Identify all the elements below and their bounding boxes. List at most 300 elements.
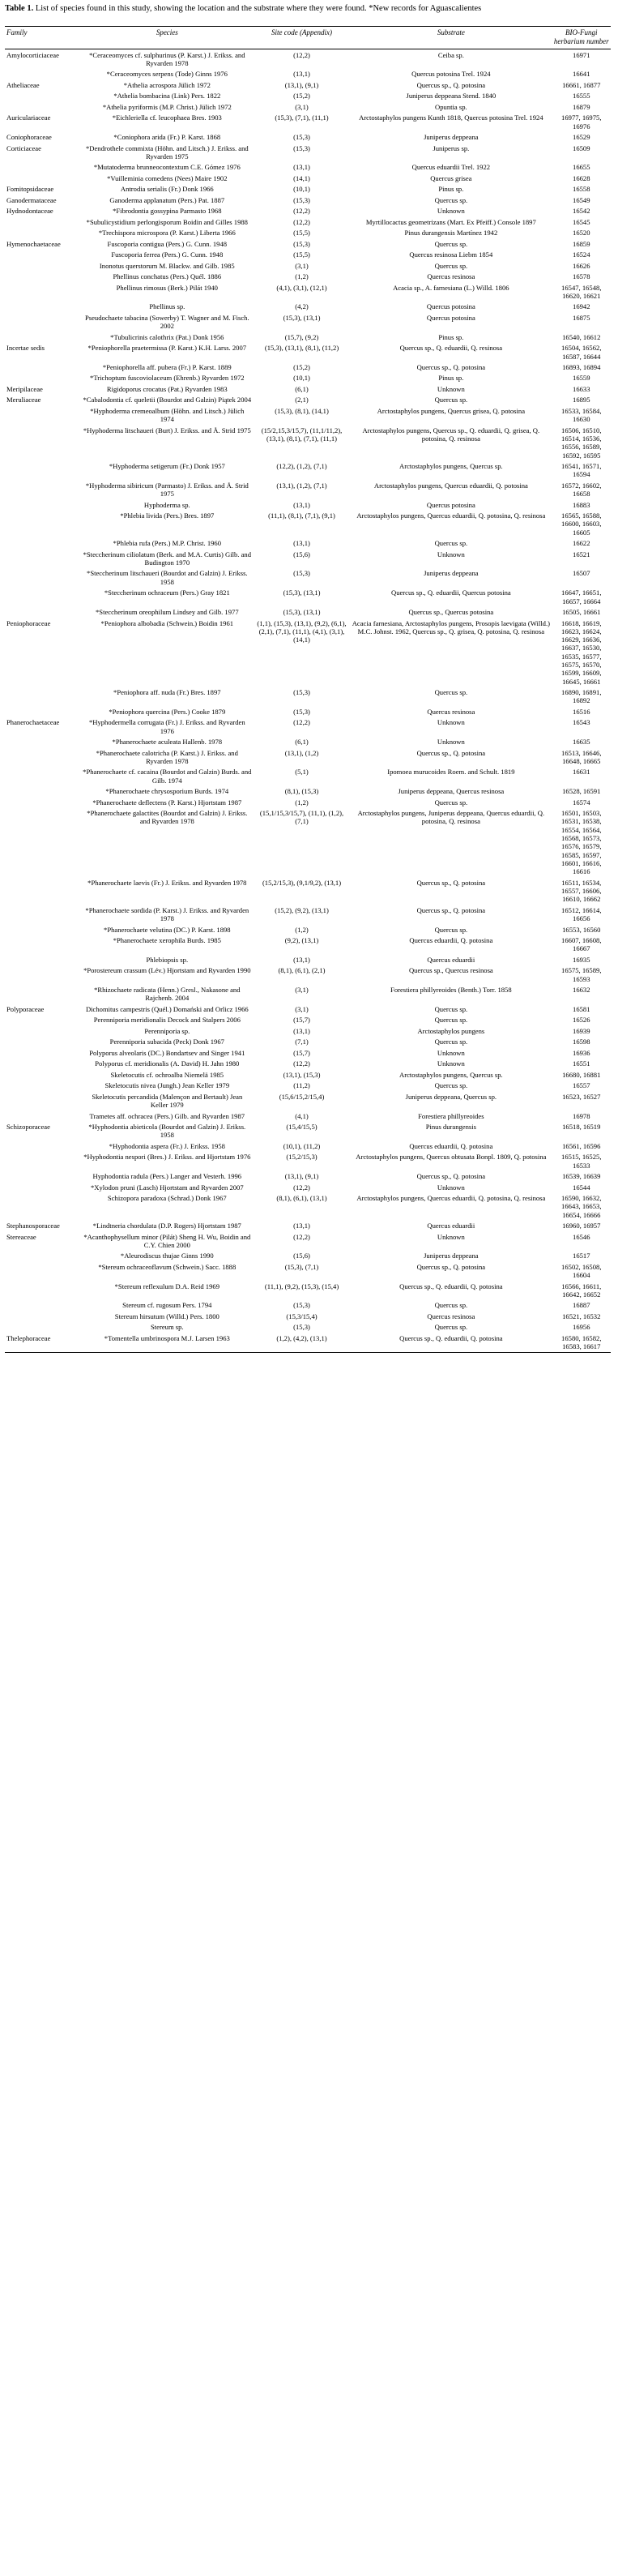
substrate-cell: Arctostaphylos pungens, Quercus sp. [399,1070,503,1079]
site-code-cell: (15,6/15,2/15,4) [279,1092,325,1101]
site-code-cell: (1,2) [295,925,309,934]
table-row [5,1182,611,1192]
site-code-cell: (15,3) [293,569,310,578]
site-code-cell: (12,2) [293,50,310,59]
species-cell: Perenniporia sp. [144,1026,190,1035]
herbarium-number-cell: 16504, 16562, 16587, 16644 [561,344,602,361]
table-row [5,808,611,878]
species-cell: Phellinus conchatus (Pers.) Quél. 1886 [113,272,222,281]
substrate-cell: Unknown [437,1232,465,1241]
species-cell: *Hyphoderma sibiricum (Parmasto) J. Erikss. and Å. Strid 1975 [85,481,249,499]
table-row [5,260,611,271]
substrate-cell: Quercus resinosa [427,1312,475,1320]
herbarium-number-cell: 16607, 16608, 16667 [561,936,602,953]
substrate-cell: Quercus sp., Q. potosina [416,1262,486,1271]
herbarium-number-cell: 16875 [573,313,590,322]
family-cell [5,1281,81,1300]
herbarium-number-cell: 16524 [573,250,590,259]
species-cell: *Athelia pyriformis (M.P. Christ.) Jülich 1972 [102,102,232,111]
herbarium-number-cell: 16516 [573,707,590,716]
substrate-cell: Quercus potosina [426,302,475,311]
table-row [5,687,611,707]
table-row [5,1059,611,1069]
family-cell [5,1261,81,1281]
herbarium-number-cell: 16528, 16591 [562,787,601,796]
substrate-cell: Arctostaphylos pungens, Quercus obtusata Bonpl. 1809, Q. potosina [356,1153,547,1162]
family-cell: Thelephoraceae [5,1333,81,1352]
species-cell: *Ceraceomyces cf. sulphurinus (P. Karst.) J. Erikss. and Ryvarden 1978 [89,50,245,67]
herbarium-number-cell: 16543 [573,718,590,727]
table-row [5,1080,611,1091]
family-cell: Amylocorticiaceae [6,50,59,59]
site-code-cell: (15,3) [293,688,310,697]
substrate-cell: Unknown [437,1183,465,1192]
site-code-cell: (11,1), (8,1), (7,1), (9,1) [268,511,335,520]
site-code-cell: (3,1) [295,986,309,995]
family-cell [5,101,81,112]
species-cell: *Steccherinum ciliolatum (Berk. and M.A. Curtis) Gilb. and Budington 1970 [83,550,252,567]
species-cell: Perenniporia meridionalis Decock and Stalpers 2006 [93,1016,241,1025]
substrate-cell: Quercus sp. [434,1081,468,1090]
species-cell: *Coniophora arida (Fr.) P. Karst. 1868 [113,133,221,142]
herbarium-number-cell: 16581 [573,1004,590,1013]
substrate-cell: Quercus sp., Q. potosina [416,748,486,757]
family-cell: Polyporaceae [6,1004,45,1013]
species-cell: *Phanerochaete calotricha (P. Karst.) J. Erikss. and Ryvarden 1978 [96,748,238,765]
table-row [5,1221,611,1231]
table-row [5,216,611,227]
family-cell [5,965,81,985]
table-row [5,302,611,312]
substrate-cell: Juniperus deppeana [424,1252,479,1260]
herbarium-number-cell: 16512, 16614, 16656 [561,905,602,923]
table-row [5,538,611,549]
species-cell: *Peniophorella praetermissa (P. Karst.) K.H. Larss. 2007 [87,344,247,353]
site-code-cell: (8,1), (15,3) [284,787,319,796]
table-row [5,238,611,249]
table-row [5,1333,611,1352]
table-row [5,1300,611,1311]
table-row [5,706,611,717]
table-row [5,965,611,985]
site-code-cell: (15,3), (8,1), (14,1) [275,406,329,415]
table-row [5,511,611,538]
species-cell: Trametes aff. ochracea (Pers.) Gilb. and Ryvarden 1987 [89,1111,245,1120]
family-cell [5,1059,81,1069]
table-row [5,1170,611,1181]
herbarium-number-cell: 16977, 16975, 16976 [561,113,602,131]
herbarium-number-cell: 16971 [573,50,590,59]
species-cell: *Phanerochaete aculeata Hallenb. 1978 [112,738,223,747]
species-cell: *Hyphodontia nespori (Bres.) J. Erikss. and Hjortstam 1976 [83,1153,251,1162]
herbarium-number-cell: 16521 [573,550,590,558]
family-cell [5,808,81,878]
herbarium-number-cell: 16936 [573,1048,590,1057]
family-cell: Atheliaceae [6,80,40,89]
table-row [5,606,611,617]
site-code-cell: (15,3), (13,1) [283,608,321,617]
species-cell: *Tubulicrinis calothrix (Pat.) Donk 1956 [110,332,224,341]
species-cell: *Phanerochaete velutina (DC.) P. Karst. 1898 [104,925,231,934]
table-row [5,1110,611,1121]
table-caption [5,3,604,15]
substrate-cell: Quercus sp. [434,195,468,204]
family-cell [5,1170,81,1181]
substrate-cell: Myrtillocactus geometrizans (Mart. Ex Pfeiff.) Console 1897 [365,217,536,226]
species-cell: Fuscoporia contigua (Pers.) G. Cunn. 1948 [107,239,228,248]
herbarium-number-cell: 16558 [573,185,590,194]
family-cell [5,216,81,227]
substrate-cell: Arctostaphylos pungens, Quercus eduardii, Q. potosina [373,481,528,490]
herbarium-number-cell: 16641 [573,70,590,79]
header-herbarium-number: BIO-Fungi herbarium number [552,27,611,49]
species-cell: *Porostereum crassum (Lév.) Hjortstam and Ryvarden 1990 [83,966,251,975]
site-code-cell: (12,2) [293,217,310,226]
family-cell [5,69,81,79]
herbarium-number-cell: 16626 [573,261,590,270]
species-cell: *Phanerochaete sordida (P. Karst.) J. Erikss. and Ryvarden 1978 [85,905,249,923]
herbarium-number-cell: 16559 [573,374,590,383]
species-cell: *Phanerochaete laevis (Fr.) J. Erikss. and Ryvarden 1978 [87,878,247,887]
herbarium-number-cell: 16633 [573,384,590,393]
herbarium-number-cell: 16572, 16602, 16658 [561,481,602,499]
site-code-cell: (11,2) [293,1081,310,1090]
species-cell: *Hyphodontia aspera (Fr.) J. Erikss. 1958 [109,1141,225,1150]
species-cell: *Athelia acrospora Jülich 1972 [123,80,211,89]
family-cell [5,250,81,260]
header-row [5,27,611,49]
species-cell: Pseudochaete tabacina (Sowerby) T. Wagner and M. Fisch. 2002 [84,313,249,331]
family-cell [5,1080,81,1091]
species-cell: Stereum cf. rugosum Pers. 1794 [122,1301,212,1310]
species-cell: *Steccherinum oreophilum Lindsey and Gilb. 1977 [96,608,239,617]
site-code-cell: (13,1) [293,70,310,79]
herbarium-number-cell: 16939 [573,1026,590,1035]
family-cell [5,954,81,965]
substrate-cell: Quercus eduardii Trel. 1922 [411,163,491,172]
table-row [5,1322,611,1333]
substrate-cell: Quercus resinosa [427,707,475,716]
species-cell: *Hyphoderma setigerum (Fr.) Donk 1957 [109,462,225,471]
substrate-cell: Quercus resinosa Liebm 1854 [409,250,493,259]
site-code-cell: (15,7) [293,1016,310,1025]
substrate-cell: Quercus potosina Trel. 1924 [411,70,491,79]
substrate-cell: Quercus sp. [434,239,468,248]
herbarium-number-cell: 16879 [573,102,590,111]
family-cell [5,373,81,383]
site-code-cell: (4,2) [295,302,309,311]
table-body [5,49,611,1353]
species-cell: Polyporus alveolaris (DC.) Bondartsev and Singer 1941 [89,1048,245,1057]
herbarium-number-cell: 16956 [573,1323,590,1332]
substrate-cell: Quercus sp. [434,1301,468,1310]
table-row [5,1192,611,1220]
species-cell: *Vuilleminia comedens (Nees) Maire 1902 [107,173,228,182]
herbarium-number-cell: 16628 [573,173,590,182]
herbarium-number-cell: 16546 [573,1232,590,1241]
header-substrate: Substrate [350,27,552,49]
table-row [5,206,611,216]
species-cell: *Phlebia livida (Pers.) Bres. 1897 [120,511,215,520]
herbarium-number-cell: 16520 [573,229,590,237]
substrate-cell: Acacia farnesiana, Arctostaphylos pungens, Prosopis laevigata (Willd.) M.C. Johnst. 1962, Quercus sp., Q. grisea, Q. potosina, Q. resinosa [352,618,550,635]
herbarium-number-cell: 16547, 16548, 16620, 16621 [561,283,602,300]
herbarium-number-cell: 16523, 16527 [562,1092,601,1101]
herbarium-number-cell: 16557 [573,1081,590,1090]
species-cell: *Stereum ochraceoflavum (Schwein.) Sacc. 1888 [98,1262,237,1271]
table-row [5,786,611,797]
table-row [5,184,611,195]
herbarium-number-cell: 16549 [573,195,590,204]
family-cell [5,1015,81,1025]
substrate-cell: Unknown [437,384,465,393]
table-row [5,395,611,405]
table-row [5,1231,611,1251]
family-cell [5,228,81,238]
species-cell: *Phanerochaete xerophila Burds. 1985 [113,936,221,945]
site-code-cell: (15,2/15,3) [286,1153,318,1162]
family-cell: Phanerochaetaceae [6,718,60,727]
family-cell [5,606,81,617]
site-code-cell: (10,1), (11,2) [283,1141,321,1150]
header-species: Species [81,27,254,49]
table-row [5,499,611,510]
family-cell [5,1192,81,1220]
herbarium-number-cell: 16551 [573,1059,590,1068]
site-code-cell: (13,1) [293,539,310,548]
table-row [5,373,611,383]
substrate-cell: Arctostaphylos pungens, Quercus eduardii, Q. potosina, Q. resinosa [356,1194,546,1203]
species-cell: *Subulicystidium perlongisporum Boidin and Gilles 1988 [86,217,248,226]
substrate-cell: Quercus sp., Q. eduardii, Quercus potosina [390,588,511,597]
table-row [5,228,611,238]
substrate-cell: Arctostaphylos pungens, Juniperus deppeana, Quercus eduardii, Q. potosina, Q. resinosa [357,809,545,826]
table-row [5,282,611,302]
family-cell: Peniophoraceae [6,618,51,627]
table-row [5,312,611,332]
family-cell [5,362,81,372]
site-code-cell: (15,3), (13,1), (8,1), (11,2) [264,344,339,353]
table-row [5,362,611,372]
herbarium-number-cell: 16515, 16525, 16533 [561,1153,602,1170]
site-code-cell: (9,2), (13,1) [284,936,319,945]
site-code-cell: (13,1), (9,1) [284,80,319,89]
table-row [5,1037,611,1047]
site-code-cell: (15,3) [293,133,310,142]
table-row [5,1152,611,1171]
site-code-cell: (3,1) [295,102,309,111]
herbarium-number-cell: 16942 [573,302,590,311]
substrate-cell: Juniperus deppeana, Quercus sp. [405,1092,497,1101]
species-cell: Inonotus querstorum M. Blackw. and Gilb. 1985 [99,261,235,270]
herbarium-number-cell: 16575, 16589, 16593 [561,966,602,983]
site-code-cell: (15/2,15,3/15,7), (11,1/11,2), (13,1), (8,1), (7,1), (11,1) [261,426,343,443]
species-cell: Skeletocutis percandida (Malençon and Bertault) Jean Keller 1979 [92,1092,243,1110]
family-cell [5,538,81,549]
species-cell: Rigidoporus crocatus (Pat.) Ryvarden 1983 [106,384,228,393]
table-row [5,91,611,101]
substrate-cell: Arctostaphylos pungens, Quercus eduardii, Q. potosina, Q. resinosa [356,511,546,520]
herbarium-number-cell: 16517 [573,1252,590,1260]
species-cell: Stereum hirsutum (Willd.) Pers. 1800 [114,1312,219,1320]
caption-label: Table 1. [5,4,34,13]
substrate-cell: Unknown [437,718,465,727]
herbarium-number-cell: 16590, 16632, 16643, 16653, 16654, 16666 [561,1194,602,1219]
site-code-cell: (10,1) [293,374,310,383]
substrate-cell: Quercus sp., Q. eduardii, Q. potosina [399,1282,503,1290]
species-cell: *Cabalodontia cf. queletii (Bourdot and Galzin) Piątek 2004 [83,396,252,404]
substrate-cell: Ipomoea murucoides Roem. and Schult. 1819 [387,768,515,777]
substrate-cell: Quercus sp., Q. potosina [416,80,486,89]
herbarium-number-cell: 16632 [573,986,590,995]
substrate-cell: Unknown [437,738,465,747]
family-cell [5,568,81,588]
substrate-cell: Juniperus deppeana, Quercus resinosa [398,787,505,796]
substrate-cell: Quercus sp. [434,539,468,548]
table-row [5,1140,611,1151]
family-cell: Auriculariaceae [6,113,51,122]
herbarium-number-cell: 16539, 16639 [562,1172,601,1181]
table-row [5,767,611,786]
family-cell [5,1025,81,1036]
site-code-cell: (12,2) [293,1232,310,1241]
substrate-cell: Forestiera phillyreoides [418,1111,484,1120]
substrate-cell: Quercus sp., Q. potosina [416,878,486,887]
species-cell: Skeletocutis cf. ochroalba Niemelä 1985 [110,1070,224,1079]
site-code-cell: (13,1) [293,163,310,172]
substrate-cell: Quercus sp., Q. potosina [416,1172,486,1181]
herbarium-number-cell: 16978 [573,1111,590,1120]
site-code-cell: (15,3), (13,1) [283,588,321,597]
substrate-cell: Arctostaphylos pungens [417,1026,485,1035]
species-cell: *Steccherinum ochraceum (Pers.) Gray 1821 [104,588,230,597]
herbarium-number-cell: 16647, 16651, 16657, 16664 [561,588,602,605]
species-cell: *Fibrodontia gossypina Parmasto 1968 [113,207,222,216]
substrate-cell: Juniperus deppeana [424,133,479,142]
table-row [5,549,611,568]
species-cell: *Hyphoderma litschaueri (Burt) J. Erikss. and Å. Strid 1975 [83,426,251,434]
table-row [5,480,611,499]
table-row [5,1069,611,1080]
herbarium-number-cell: 16502, 16508, 16604 [561,1262,602,1280]
site-code-cell: (12,2) [293,1183,310,1192]
herbarium-number-cell: 16887 [573,1301,590,1310]
herbarium-number-cell: 16540, 16612 [562,332,601,341]
species-cell: *Phlebia rufa (Pers.) M.P. Christ. 1960 [113,539,222,548]
herbarium-number-cell: 16635 [573,738,590,747]
site-code-cell: (8,1), (6,1), (13,1) [276,1194,327,1203]
table-row [5,461,611,481]
family-cell: Coniophoraceae [6,133,52,142]
herbarium-number-cell: 16622 [573,539,590,548]
substrate-cell: Quercus sp. [434,1038,468,1046]
substrate-cell: Quercus potosina [426,500,475,509]
herbarium-number-cell: 16893, 16894 [562,363,601,371]
herbarium-number-cell: 16501, 16503, 16531, 16538, 16554, 16564, 16568, 16573, 16576, 16579, 16585, 16597, 16601, 16616, 16616 [561,809,602,876]
site-code-cell: (13,1), (9,1) [284,1172,319,1181]
site-code-cell: (15,2) [293,363,310,371]
substrate-cell: Arctostaphylos pungens, Quercus sp. [399,462,503,471]
herbarium-number-cell: 16518, 16519 [562,1123,601,1132]
herbarium-number-cell: 16511, 16534, 16557, 16606, 16610, 16662 [561,878,602,904]
herbarium-number-cell: 16505, 16661 [562,608,601,617]
table-row [5,1251,611,1261]
site-code-cell: (15,1/15,3/15,7), (11,1), (1,2), (7,1) [259,809,344,826]
site-code-cell: (15,3/15,4) [286,1312,318,1320]
species-cell: *Hyphodontia abieticola (Bourdot and Galzin) J. Erikss. 1958 [88,1123,246,1140]
family-cell: Corticiaceae [6,143,41,152]
species-cell: *Hyphodermella corrugata (Fr.) J. Erikss. and Ryvarden 1976 [88,718,245,735]
species-cell: *Rhizochaete radicata (Henn.) Gresl., Nakasone and Rajchenb. 2004 [94,986,241,1003]
herbarium-number-cell: 16580, 16582, 16583, 16617 [552,1333,611,1352]
substrate-cell: Pinus sp. [438,374,464,383]
site-code-cell: (15,2/15,3), (9,1/9,2), (13,1) [262,878,342,887]
family-cell [5,797,81,807]
family-cell [5,332,81,342]
family-cell [5,985,81,1004]
family-cell: Incertae sedis [6,344,45,353]
substrate-cell: Quercus eduardii [427,955,475,964]
site-code-cell: (5,1) [295,768,309,777]
species-cell: *Peniophora albobadia (Schwein.) Boidin 1961 [100,618,234,627]
site-code-cell: (1,2) [295,798,309,807]
table-row [5,1261,611,1281]
herbarium-number-cell: 16895 [573,396,590,404]
family-cell [5,461,81,481]
family-cell: Meripilaceae [6,384,43,393]
table-row [5,747,611,767]
species-table [5,26,611,1353]
table-row [5,101,611,112]
site-code-cell: (1,1), (15,3), (13,1), (9,2), (6,1), (2,1), (7,1), (11,1), (4,1), (3,1), (14,1) [257,618,347,644]
family-cell [5,1069,81,1080]
substrate-cell: Quercus grisea [430,173,472,182]
herbarium-number-cell: 16578 [573,272,590,281]
species-cell: *Steccherinum litschaueri (Bourdot and Galzin) J. Erikss. 1958 [87,569,248,586]
table-row [5,173,611,183]
table-row [5,250,611,260]
species-cell: *Tomentella umbrinospora M.J. Larsen 1963 [81,1333,254,1352]
family-cell [5,405,81,425]
site-code-cell: (15,6) [293,550,310,558]
family-cell [5,767,81,786]
herbarium-number-cell: 16521, 16532 [562,1312,601,1320]
table-row [5,1047,611,1058]
table-row [5,162,611,173]
substrate-cell: Quercus potosina [426,313,475,322]
family-cell [5,1251,81,1261]
family-cell [5,511,81,538]
substrate-cell: Quercus sp., Quercus potosina [408,608,494,617]
family-cell [5,905,81,924]
table-row [5,877,611,905]
substrate-cell: Arctostaphylos pungens Kunth 1818, Quercus potosina Trel. 1924 [359,113,543,122]
site-code-cell: (3,1) [295,261,309,270]
herbarium-number-cell: 16631 [573,768,590,777]
family-cell [5,1152,81,1171]
site-code-cell: (15,6) [293,1252,310,1260]
substrate-cell: Acacia sp., A. farnesiana (L.) Willd. 1806 [393,283,509,292]
family-cell: Hymenochaetaceae [6,239,61,248]
header-site-code: Site code (Appendix) [254,27,350,49]
herbarium-number-cell: 16598 [573,1038,590,1046]
family-cell: Stereaceae [6,1232,36,1241]
family-cell [5,786,81,797]
site-code-cell: (13,1) [293,1222,310,1230]
substrate-cell: Opuntia sp. [435,102,467,111]
family-cell [5,1037,81,1047]
family-cell [5,687,81,707]
